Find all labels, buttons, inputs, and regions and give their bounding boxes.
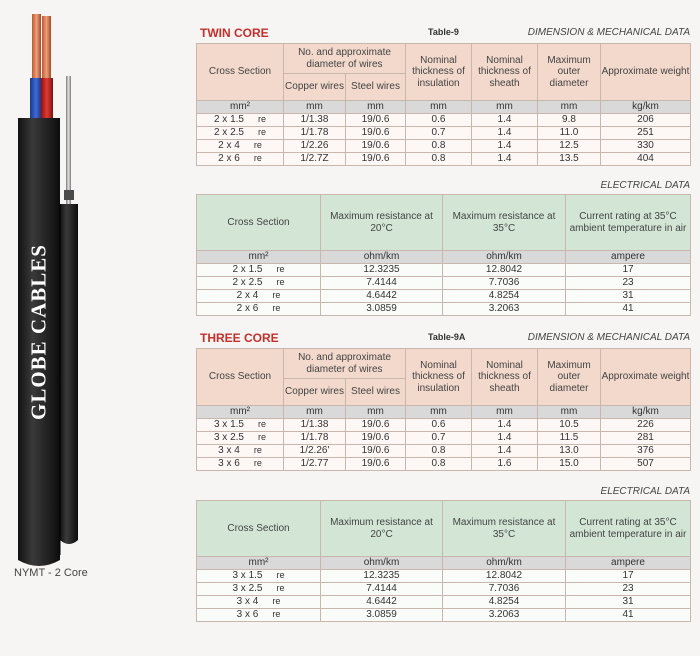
table-row xyxy=(197,570,691,583)
cell-outer: 13.5 xyxy=(538,153,601,166)
table-row xyxy=(197,127,691,140)
header-copper: Copper wires xyxy=(284,379,346,406)
cell-steel: 19/0.6 xyxy=(346,458,406,471)
header-wires: No. and approximate diameter of wires xyxy=(284,44,406,74)
cell-sheath: 1.4 xyxy=(472,419,538,432)
unit-steel: mm xyxy=(346,406,406,419)
unit-weight: kg/km xyxy=(601,406,691,419)
unit-cross-section: mm² xyxy=(197,557,321,570)
header-outer-diameter: Maximum outer diameter xyxy=(538,349,601,406)
cell-cross-section: 3 x 6 re xyxy=(197,609,321,622)
header-copper: Copper wires xyxy=(284,74,346,101)
cell-resistance-35: 4.8254 xyxy=(443,290,566,303)
header-wires: No. and approximate diameter of wires xyxy=(284,349,406,379)
unit-outer: mm xyxy=(538,406,601,419)
cell-weight: 330 xyxy=(601,140,691,153)
cell-resistance-35: 7.7036 xyxy=(443,583,566,596)
header-resistance-35: Maximum resistance at 35°C xyxy=(443,195,566,251)
section-title: THREE CORE xyxy=(200,331,279,345)
cell-copper: 1/1.38 xyxy=(284,419,346,432)
table-row xyxy=(197,445,691,458)
cell-cross-section: 2 x 1.5 re xyxy=(197,114,284,127)
three-core-heading xyxy=(196,331,690,347)
cell-steel: 19/0.6 xyxy=(346,419,406,432)
cell-cross-section: 3 x 1.5 re xyxy=(197,570,321,583)
header-cross-section: Cross Section xyxy=(197,501,321,557)
cell-insulation: 0.7 xyxy=(406,432,472,445)
cell-insulation: 0.8 xyxy=(406,153,472,166)
header-steel: Steel wires xyxy=(346,379,406,406)
cell-resistance-20: 4.6442 xyxy=(321,290,443,303)
cell-outer: 12.5 xyxy=(538,140,601,153)
cell-weight: 251 xyxy=(601,127,691,140)
table-row xyxy=(197,458,691,471)
table-row xyxy=(197,419,691,432)
unit-current: ampere xyxy=(566,251,691,264)
cell-resistance-20: 3.0859 xyxy=(321,303,443,316)
header-current-rating: Current rating at 35°C ambient temperature in air xyxy=(566,195,691,251)
three-core-mechanical-table xyxy=(196,348,691,471)
cell-resistance-35: 4.8254 xyxy=(443,596,566,609)
cell-current: 17 xyxy=(566,570,691,583)
cell-steel: 19/0.6 xyxy=(346,127,406,140)
cell-current: 41 xyxy=(566,609,691,622)
cell-steel: 19/0.6 xyxy=(346,153,406,166)
unit-sheath: mm xyxy=(472,406,538,419)
header-insulation: Nominal thickness of insulation xyxy=(406,349,472,406)
unit-resistance-35: ohm/km xyxy=(443,251,566,264)
header-weight: Approximate weight xyxy=(601,349,691,406)
cell-resistance-20: 3.0859 xyxy=(321,609,443,622)
header-insulation: Nominal thickness of insulation xyxy=(406,44,472,101)
header-sheath: Nominal thickness of sheath xyxy=(472,44,538,101)
cell-weight: 507 xyxy=(601,458,691,471)
unit-insulation: mm xyxy=(406,101,472,114)
twin-core-electrical-table xyxy=(196,194,691,316)
cell-cross-section: 2 x 6 re xyxy=(197,303,321,316)
table-row xyxy=(197,153,691,166)
cell-cross-section: 2 x 1.5 re xyxy=(197,264,321,277)
unit-cross-section: mm² xyxy=(197,406,284,419)
cell-insulation: 0.8 xyxy=(406,140,472,153)
header-sheath: Nominal thickness of sheath xyxy=(472,349,538,406)
section-title: TWIN CORE xyxy=(200,26,269,40)
cell-copper: 1/2.26' xyxy=(284,445,346,458)
cell-cross-section: 2 x 4 re xyxy=(197,140,284,153)
cell-weight: 376 xyxy=(601,445,691,458)
cell-cross-section: 3 x 4 re xyxy=(197,445,284,458)
table-row xyxy=(197,114,691,127)
table-row xyxy=(197,303,691,316)
cell-insulation: 0.6 xyxy=(406,114,472,127)
unit-resistance-35: ohm/km xyxy=(443,557,566,570)
mechanical-data-label: DIMENSION & MECHANICAL DATA xyxy=(527,27,690,38)
header-resistance-35: Maximum resistance at 35°C xyxy=(443,501,566,557)
cell-sheath: 1.4 xyxy=(472,140,538,153)
twin-core-mechanical-table xyxy=(196,43,691,166)
unit-outer: mm xyxy=(538,101,601,114)
cell-resistance-20: 7.4144 xyxy=(321,583,443,596)
cell-sheath: 1.4 xyxy=(472,127,538,140)
header-outer-diameter: Maximum outer diameter xyxy=(538,44,601,101)
cell-weight: 404 xyxy=(601,153,691,166)
cell-cross-section: 3 x 4 re xyxy=(197,596,321,609)
cell-outer: 13.0 xyxy=(538,445,601,458)
table-row xyxy=(197,290,691,303)
unit-current: ampere xyxy=(566,557,691,570)
table-row xyxy=(197,264,691,277)
cell-resistance-35: 7.7036 xyxy=(443,277,566,290)
unit-insulation: mm xyxy=(406,406,472,419)
unit-weight: kg/km xyxy=(601,101,691,114)
unit-resistance-20: ohm/km xyxy=(321,557,443,570)
cable-illustration xyxy=(0,0,195,651)
cell-cross-section: 3 x 2.5 re xyxy=(197,583,321,596)
cell-weight: 281 xyxy=(601,432,691,445)
cell-copper: 1/1.78 xyxy=(284,127,346,140)
cell-current: 31 xyxy=(566,596,691,609)
table-row xyxy=(197,140,691,153)
cell-sheath: 1.4 xyxy=(472,153,538,166)
cell-copper: 1/2.7Z xyxy=(284,153,346,166)
cell-cross-section: 2 x 2.5 re xyxy=(197,127,284,140)
header-resistance-20: Maximum resistance at 20°C xyxy=(321,195,443,251)
unit-cross-section: mm² xyxy=(197,101,284,114)
header-steel: Steel wires xyxy=(346,74,406,101)
cell-resistance-35: 12.8042 xyxy=(443,264,566,277)
unit-sheath: mm xyxy=(472,101,538,114)
three-core-electrical-table xyxy=(196,500,691,622)
cell-resistance-20: 7.4144 xyxy=(321,277,443,290)
twin-core-heading xyxy=(196,26,690,42)
cell-steel: 19/0.6 xyxy=(346,445,406,458)
cell-cross-section: 3 x 6 re xyxy=(197,458,284,471)
cell-cross-section: 2 x 6 re xyxy=(197,153,284,166)
cell-cross-section: 2 x 4 re xyxy=(197,290,321,303)
cell-steel: 19/0.6 xyxy=(346,114,406,127)
table-row xyxy=(197,277,691,290)
cell-sheath: 1.6 xyxy=(472,458,538,471)
cell-resistance-35: 3.2063 xyxy=(443,303,566,316)
cell-insulation: 0.6 xyxy=(406,419,472,432)
header-weight: Approximate weight xyxy=(601,44,691,101)
header-resistance-20: Maximum resistance at 20°C xyxy=(321,501,443,557)
cell-resistance-20: 12.3235 xyxy=(321,264,443,277)
cell-sheath: 1.4 xyxy=(472,114,538,127)
cell-resistance-20: 12.3235 xyxy=(321,570,443,583)
cell-resistance-35: 3.2063 xyxy=(443,609,566,622)
cell-weight: 226 xyxy=(601,419,691,432)
table-row xyxy=(197,583,691,596)
cell-outer: 11.5 xyxy=(538,432,601,445)
unit-cross-section: mm² xyxy=(197,251,321,264)
cell-cross-section: 3 x 2.5 re xyxy=(197,432,284,445)
cell-copper: 1/2.77 xyxy=(284,458,346,471)
cell-copper: 1/1.38 xyxy=(284,114,346,127)
cell-current: 17 xyxy=(566,264,691,277)
unit-resistance-20: ohm/km xyxy=(321,251,443,264)
header-cross-section: Cross Section xyxy=(197,44,284,101)
cell-weight: 206 xyxy=(601,114,691,127)
cell-current: 31 xyxy=(566,290,691,303)
header-cross-section: Cross Section xyxy=(197,195,321,251)
cell-resistance-20: 4.6442 xyxy=(321,596,443,609)
cell-outer: 11.0 xyxy=(538,127,601,140)
cell-steel: 19/0.6 xyxy=(346,140,406,153)
electrical-data-label: ELECTRICAL DATA xyxy=(600,180,690,191)
table-row xyxy=(197,596,691,609)
cell-copper: 1/2.26 xyxy=(284,140,346,153)
table-label: Table-9 xyxy=(428,27,459,37)
cable-caption: NYMT - 2 Core xyxy=(14,567,88,579)
mechanical-data-label: DIMENSION & MECHANICAL DATA xyxy=(527,332,690,343)
cell-current: 23 xyxy=(566,277,691,290)
table-label: Table-9A xyxy=(428,332,466,342)
cell-insulation: 0.7 xyxy=(406,127,472,140)
unit-steel: mm xyxy=(346,101,406,114)
cell-resistance-35: 12.8042 xyxy=(443,570,566,583)
unit-copper: mm xyxy=(284,406,346,419)
cell-sheath: 1.4 xyxy=(472,445,538,458)
brand-label: GLOBE CABLES xyxy=(26,244,51,420)
cell-copper: 1/1.78 xyxy=(284,432,346,445)
cell-outer: 9.8 xyxy=(538,114,601,127)
cell-sheath: 1.4 xyxy=(472,432,538,445)
cell-steel: 19/0.6 xyxy=(346,432,406,445)
unit-copper: mm xyxy=(284,101,346,114)
cell-outer: 10.5 xyxy=(538,419,601,432)
electrical-data-label: ELECTRICAL DATA xyxy=(600,486,690,497)
cell-outer: 15.0 xyxy=(538,458,601,471)
cell-insulation: 0.8 xyxy=(406,445,472,458)
cell-cross-section: 2 x 2.5 re xyxy=(197,277,321,290)
table-row xyxy=(197,609,691,622)
header-current-rating: Current rating at 35°C ambient temperature in air xyxy=(566,501,691,557)
cell-current: 41 xyxy=(566,303,691,316)
cell-cross-section: 3 x 1.5 re xyxy=(197,419,284,432)
cell-current: 23 xyxy=(566,583,691,596)
cell-insulation: 0.8 xyxy=(406,458,472,471)
header-cross-section: Cross Section xyxy=(197,349,284,406)
table-row xyxy=(197,432,691,445)
